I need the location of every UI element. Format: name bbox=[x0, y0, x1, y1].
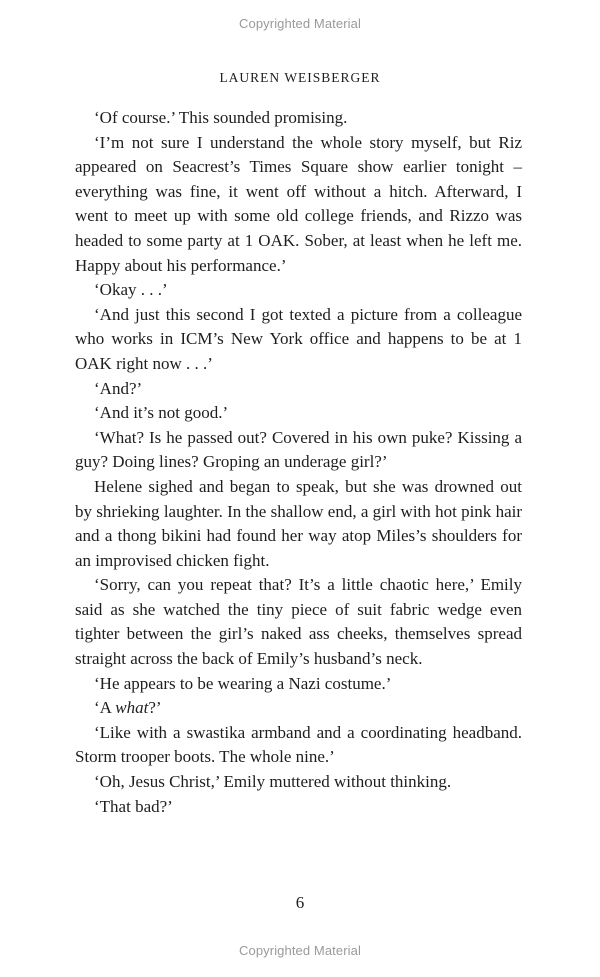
paragraph: ‘Oh, Jesus Christ,’ Emily muttered without thinking. bbox=[94, 772, 452, 792]
paragraph: ‘Okay . . .’ bbox=[94, 280, 168, 300]
paragraph: ‘I’m not sure I understand the whole story myself, but Riz appeared on Seacrest’s Times Square show earlier tonight – everything was fine, it went off without a hitch. Afterward, I went to meet up with some old college friends, and Rizzo was headed to some party at 1 OAK. Sober, at least when he left me. Happy about his performance.’ bbox=[75, 132, 522, 275]
running-head-author: LAUREN WEISBERGER bbox=[219, 70, 381, 85]
paragraph: Helene sighed and began to speak, but she was drowned out by shrieking laughter. In the shallow end, a girl with hot pink hair and a thong bikini had found her way atop Miles’s shoulders for an improvised chicken fight. bbox=[75, 476, 522, 570]
paragraph: ‘And it’s not good.’ bbox=[94, 403, 229, 423]
paragraph: ‘Of course.’ This sounded promising. bbox=[94, 108, 348, 127]
copyright-watermark-top: Copyrighted Material bbox=[239, 16, 361, 31]
paragraph: ‘He appears to be wearing a Nazi costume.’ bbox=[94, 673, 392, 693]
paragraph: ‘And?’ bbox=[94, 378, 143, 398]
paragraph bbox=[75, 696, 522, 721]
page-number: 6 bbox=[295, 893, 305, 912]
paragraph: ‘What? Is he passed out? Covered in his own puke? Kissing a guy? Doing lines? Groping an underage girl?’ bbox=[75, 427, 522, 472]
paragraph: ‘That bad?’ bbox=[94, 796, 173, 816]
emphasis-text: what bbox=[115, 698, 149, 718]
body-text bbox=[75, 106, 522, 819]
paragraph-text: ‘A bbox=[94, 698, 116, 718]
paragraph: ‘And just this second I got texted a picture from a colleague who works in ICM’s New York office and happens to be at 1 OAK right now . . .’ bbox=[75, 304, 522, 373]
paragraph: ‘Like with a swastika armband and a coordinating headband. Storm trooper boots. The whole nine.’ bbox=[75, 722, 522, 767]
copyright-watermark-bottom: Copyrighted Material bbox=[239, 943, 361, 958]
paragraph-text: ?’ bbox=[148, 698, 162, 718]
paragraph: ‘Sorry, can you repeat that? It’s a little chaotic here,’ Emily said as she watched the tiny piece of suit fabric wedge even tighter between the girl’s naked ass cheeks, themselves spread straight across the back of Emily’s husband’s neck. bbox=[75, 575, 522, 669]
